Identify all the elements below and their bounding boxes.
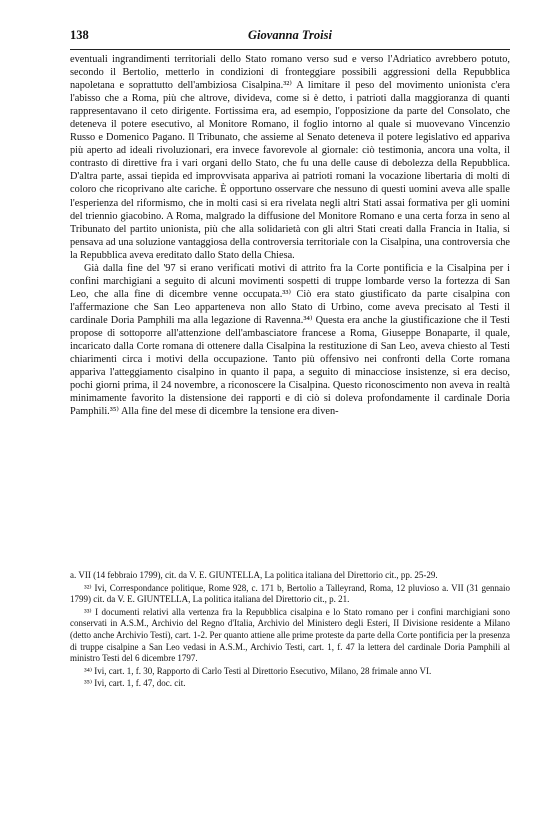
page-number: 138 (70, 28, 89, 42)
footnotes (70, 570, 510, 691)
page-header (70, 28, 510, 46)
paragraph-2: Già dalla fine del '97 si erano verificati motivi di attrito fra la Corte pontificia e la Cisalpina per i confini marchigiani a seguito di alcuni movimenti sospetti di truppe lombarde verso la fortezza di San Leo, che alla fine di dicembre venne occupata.³³⁾ Ciò era stato giustificato da parte cisalpina con l'affermazione che San Leo apparteneva non allo Stato di Urbino, come aveva precisato al Testi il cardinale Doria Pamphili ma alla legazione di Ravenna.³⁴⁾ Questa era anche la giustificazione che il Testi propose di sottoporre all'attenzione dell'ambasciatore francese a Roma, Giuseppe Bonaparte, il quale, incaricato dalla Corte romana di ottenere dalla Cisalpina la restituzione di San Leo, aveva chiesto al Testi chiarimenti circa i motivi della occupazione. Tanto più offensivo nei confronti della Corte romana appariva l'atteggiamento cisalpino in quanto il papa, a seguito di minacciose insistenze, si era deciso, pochi giorni prima, il 24 novembre, a riconoscere la Cisalpina. Questo riconoscimento non aveva in realtà minimamente favorito la distensione dei rapporti e di ciò si doleva profondamente il cardinale Doria Pamphili.³⁵⁾ Alla fine del mese di dicembre la tensione era diven- (70, 262, 510, 418)
footnote-32: ³²⁾ Ivi, Correspondance politique, Rome 928, c. 171 b, Bertolio a Talleyrand, Roma, 12 pluvioso a. VII (31 gennaio 1799) cit. da V. E. GIUNTELLA, La politica italiana del Direttorio cit., p. 21. (70, 582, 510, 605)
header-rule (70, 49, 510, 50)
footnote-continuation: a. VII (14 febbraio 1799), cit. da V. E. GIUNTELLA, La politica italiana del Direttorio cit., pp. 25-29. (70, 570, 438, 580)
paragraph-1: eventuali ingrandimenti territoriali dello Stato romano verso sud e verso l'Adriatico avrebbero potuto, secondo il Bertolio, metterlo in condizioni di fronteggiare possibili aggressioni della Repubblica napoletana e soprattutto dell'ambiziosa Cisalpina.³²⁾ A limitare il peso del movimento unionista c'era l'abisso che a Roma, più che altrove, divideva, come si è detto, i patrioti dalla maggioranza di quanti rappresentavano il ceto dirigente. Fortissima era, ad esempio, l'opposizione da parte del Consolato, che deteneva il potere esecutivo, al Monitore Romano, il foglio intorno al quale si muovevano Vincenzio Russo e Domenico Pagano. Il Tribunato, che assieme al Senato deteneva il potere legislativo ed appariva più aperto ad ideali rivoluzionari, era invece favorevole al giornale: ciò testimonia, ancora una volta, il contrasto di direttive fra i vari organi dello Stato, che fu una delle cause di debolezza della Repubblica. D'altra parte, assai tiepida ed improvvisata appariva ai patrioti romani la vocazione libertaria di molti di coloro che ricoprivano alte cariche. È opportuno osservare che nessuno di questi uomini aveva alle spalle l'esperienza del riformismo, che in molti casi si era rivelata negli altri Stati assai formativa per gli uomini del triennio giacobino. A Roma, malgrado la diffusione del Monitore Romano e una certa forza in seno al Tribunato del partito unionista, più che alla solidarietà con gli altri Stati creati dalla Francia in Italia, si pensava ad una soluzione vantaggiosa della controversia territoriale con la Cisalpina, una controversia che la Repubblica aveva ereditato dallo Stato della Chiesa. (70, 54, 510, 261)
footnote-33: ³³⁾ I documenti relativi alla vertenza fra la Repubblica cisalpina e lo Stato romano per i confini marchigiani sono conservati in A.S.M., Archivio del Regno d'Italia, Archivio del Ministero degli Esteri, II Divisione residente a Milano (detto anche Archivio Testi), cart. 1-2. Per quanto attiene alle prime proteste da parte della Corte pontificia per la presenza di truppe cisalpine a San Leo vedasi in A.S.M., Archivio Testi, cart. 1, f. 47 la lettera del cardinale Doria Pamphili al ministro Testi del 6 dicembre 1797. (70, 606, 510, 664)
main-text (70, 53, 510, 418)
footnote-35: ³⁵⁾ Ivi, cart. 1, f. 47, doc. cit. (84, 678, 186, 689)
running-title: Giovanna Troisi (248, 28, 332, 42)
footnote-34: ³⁴⁾ Ivi, cart. 1, f. 30, Rapporto di Carlo Testi al Direttorio Esecutivo, Milano, 28 frimale anno VI. (84, 665, 432, 676)
